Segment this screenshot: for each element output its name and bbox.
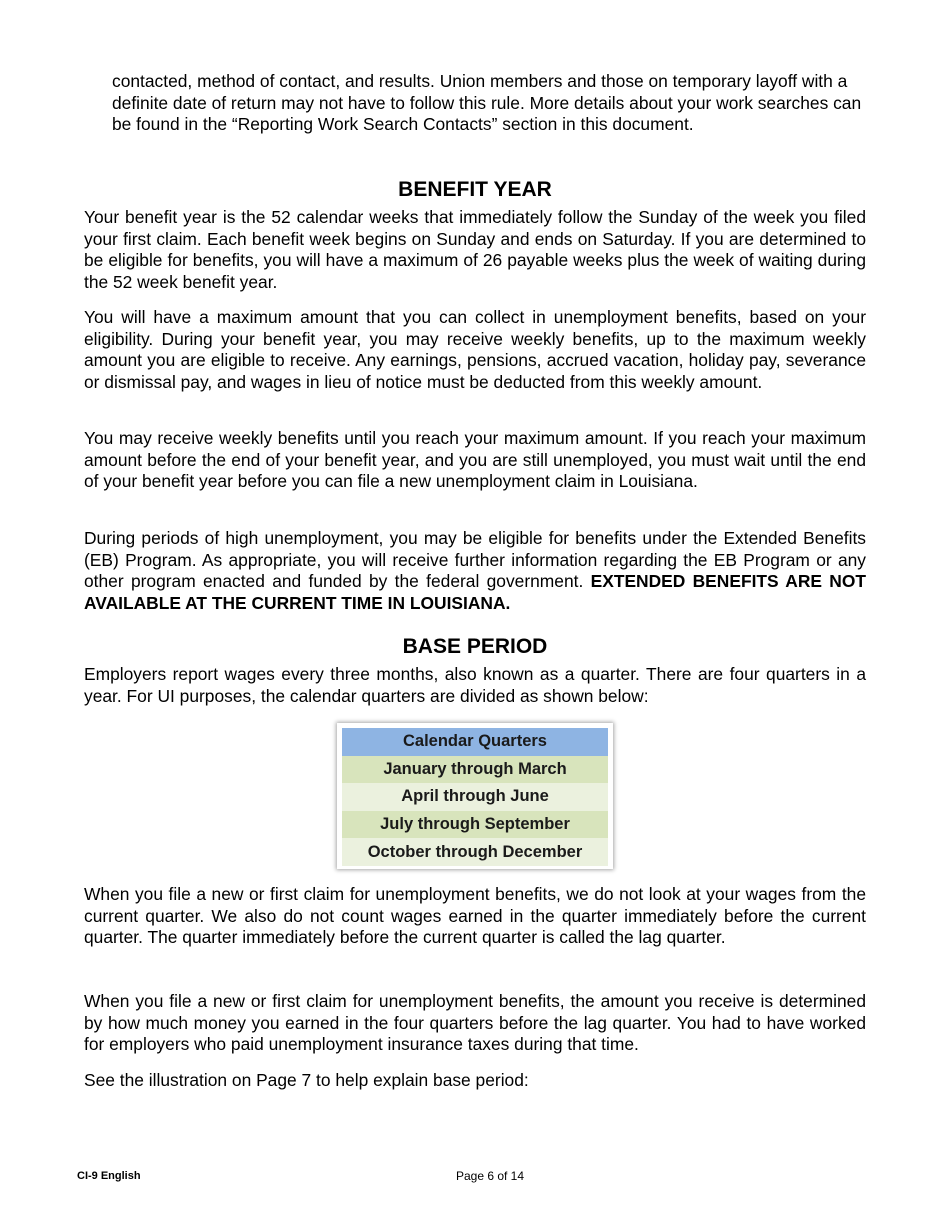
base-period-heading: BASE PERIOD [402,635,548,658]
footer-page-number: Page 6 of 14 [455,1169,525,1183]
table-row [342,838,608,866]
base-period-paragraph-3: When you file a new or first claim for unemployment benefits, the amount you receive is determined by how much money you earned in the four quarters before the lag quarter. You had to have worked for employers who paid unemployment insurance taxes during that time. [84,991,866,1054]
benefit-year-paragraph-1: Your benefit year is the 52 calendar weeks that immediately follow the Sunday of the week you filed your first claim. Each benefit week begins on Sunday and ends on Saturday. If you are determined to be eligible for benefits, you will have a maximum of 26 payable weeks plus the week of waiting during the 52 week benefit year. [84,207,866,292]
calendar-quarters-table-frame [337,723,613,869]
intro-paragraph: contacted, method of contact, and results. Union members and those on temporary layoff with a definite date of return may not have to follow this rule. More details about your work searches can be found in the “Reporting Work Search Contacts” section in this document. [112,71,862,134]
extended-benefits-notice: EXTENDED BENEFITS ARE NOT AVAILABLE AT THE CURRENT TIME IN LOUISIANA. [84,571,867,613]
extended-benefits-text: During periods of high unemployment, you may be eligible for benefits under the Extended Benefits (EB) Program. As appropriate, you will receive further information regarding the EB Program or any other program enacted and funded by the federal government. [84,528,866,591]
base-period-paragraph-2: When you file a new or first claim for unemployment benefits, we do not look at your wages from the current quarter. We also do not count wages earned in the quarter immediately before the current quarter. The quarter immediately before the current quarter is called the lag quarter. [84,884,866,947]
benefit-year-paragraph-4 [84,528,866,614]
quarter-cell: October through December [342,838,608,866]
quarter-cell: April through June [342,783,608,811]
base-period-paragraph-4: See the illustration on Page 7 to help explain base period: [84,1070,529,1090]
footer-form-id: CI-9 English [77,1170,141,1182]
table-row [342,811,608,839]
table-row [342,756,608,784]
table-header-cell: Calendar Quarters [342,728,608,756]
benefit-year-paragraph-2: You will have a maximum amount that you can collect in unemployment benefits, based on your eligibility. During your benefit year, you may receive weekly benefits, up to the maximum weekly amount you are eligible to receive. Any earnings, pensions, accrued vacation, holiday pay, severance or dismissal pay, and wages in lieu of notice must be deducted from this weekly amount. [84,307,866,392]
table-row [342,783,608,811]
base-period-paragraph-1: Employers report wages every three months, also known as a quarter. There are four quarters in a year. For UI purposes, the calendar quarters are divided as shown below: [84,664,866,706]
calendar-quarters-table [342,728,608,866]
benefit-year-paragraph-3: You may receive weekly benefits until you reach your maximum amount. If you reach your maximum amount before the end of your benefit year, and you are still unemployed, you must wait until the end of your benefit year before you can file a new unemployment claim in Louisiana. [84,428,866,491]
quarter-cell: January through March [342,756,608,784]
benefit-year-heading: BENEFIT YEAR [398,178,552,201]
table-header-row [342,728,608,756]
quarter-cell: July through September [342,811,608,839]
